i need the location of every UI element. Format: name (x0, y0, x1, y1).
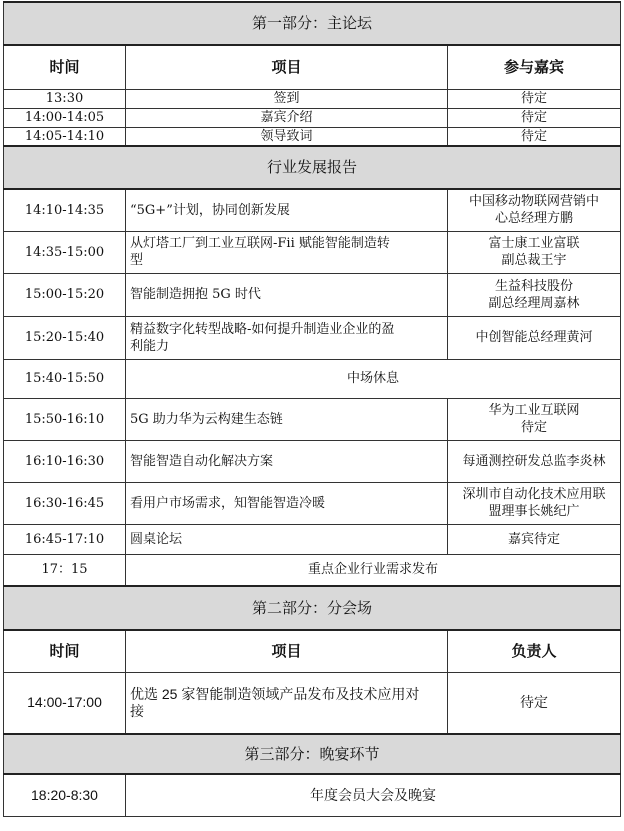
section-sub-venue (4, 586, 621, 630)
time-cell: 14:10-14:35 (4, 189, 126, 231)
guest-cell (448, 398, 621, 440)
guest-line: 华为工业互联网 (488, 403, 580, 418)
table-row (4, 189, 621, 231)
guest-cell (448, 273, 621, 316)
time-cell: 13:30 (4, 89, 126, 108)
time-cell: 14:00-17:00 (4, 672, 126, 734)
section-main-forum (4, 2, 621, 45)
release-label: 重点企业行业需求发布 (126, 554, 621, 586)
owner-cell: 待定 (448, 672, 621, 734)
item-cell (126, 231, 448, 273)
time-cell: 14:05-14:10 (4, 127, 126, 146)
table-row (4, 273, 621, 316)
item-cell (126, 672, 448, 734)
section-industry-report (4, 146, 621, 189)
guest-cell: 待定 (448, 127, 621, 146)
item-cell: 5G 助力华为云构建生态链 (126, 398, 448, 440)
table-row-break (4, 359, 621, 398)
item-cell: 嘉宾介绍 (126, 108, 448, 127)
guest-line: 生益科技股份 (495, 278, 574, 294)
guest-cell: 中创智能总经理黄河 (448, 316, 621, 359)
agenda-table (3, 1, 621, 817)
time-cell: 14:35-15:00 (4, 231, 126, 273)
guest-cell (448, 231, 621, 273)
item-cell (126, 316, 448, 359)
item-line: 接 (130, 702, 144, 719)
table-row (4, 127, 621, 146)
item-line: 利能力 (130, 338, 170, 354)
section-title: 第三部分：晚宴环节 (4, 734, 621, 774)
time-cell: 15:50-16:10 (4, 398, 126, 440)
guest-line: 中国移动物联网营销中 (469, 194, 600, 210)
item-cell: 看用户市场需求，知智能智造冷暖 (126, 482, 448, 524)
section-title: 第二部分：分会场 (4, 586, 621, 630)
item-cell: 智能制造拥抱 5G 时代 (126, 273, 448, 316)
guest-cell: 嘉宾待定 (448, 524, 621, 554)
guest-cell (448, 189, 621, 231)
guest-cell: 待定 (448, 108, 621, 127)
time-cell: 15:00-15:20 (4, 273, 126, 316)
table-row (4, 774, 621, 816)
item-line: 从灯塔工厂到工业互联网-Fii 赋能智能制造转 (130, 236, 390, 251)
item-line: 优选 25 家智能制造领域产品发布及技术应用对 (130, 685, 420, 702)
section-title: 第一部分：主论坛 (4, 2, 621, 45)
item-cell: 签到 (126, 89, 448, 108)
guest-line: 副总经理周嘉林 (488, 295, 580, 311)
time-cell: 15:40-15:50 (4, 359, 126, 398)
time-cell: 15:20-15:40 (4, 316, 126, 359)
item-line: 精益数字化转型战略-如何提升制造业企业的盈 (130, 321, 395, 337)
item-cell: 智能智造自动化解决方案 (126, 440, 448, 482)
guest-line: 富士康工业富联 (488, 236, 580, 251)
guest-line: 副总裁王宇 (501, 253, 567, 268)
header-time: 时间 (4, 630, 126, 672)
section-dinner (4, 734, 621, 774)
table-row-release (4, 554, 621, 586)
guest-cell: 待定 (448, 89, 621, 108)
table-row (4, 316, 621, 359)
guest-line: 盟理事长姚纪广 (488, 504, 580, 519)
header-guest: 参与嘉宾 (448, 45, 621, 89)
time-cell: 16:45-17:10 (4, 524, 126, 554)
time-cell: 16:10-16:30 (4, 440, 126, 482)
item-cell: 圆桌论坛 (126, 524, 448, 554)
guest-line: 心总经理方鹏 (495, 211, 574, 227)
table-row (4, 482, 621, 524)
guest-line: 深圳市自动化技术应用联 (462, 487, 606, 502)
header-row (4, 630, 621, 672)
item-cell: 领导致词 (126, 127, 448, 146)
time-cell: 18:20-8:30 (4, 774, 126, 816)
dinner-label: 年度会员大会及晚宴 (126, 774, 621, 816)
header-time: 时间 (4, 45, 126, 89)
header-item: 项目 (126, 630, 448, 672)
table-row (4, 440, 621, 482)
guest-line: 待定 (521, 420, 548, 435)
table-row (4, 524, 621, 554)
section-title: 行业发展报告 (4, 146, 621, 189)
time-cell: 14:00-14:05 (4, 108, 126, 127)
item-cell: “5G+”计划，协同创新发展 (126, 189, 448, 231)
header-item: 项目 (126, 45, 448, 89)
item-line: 型 (130, 253, 144, 268)
header-row (4, 45, 621, 89)
table-row (4, 231, 621, 273)
table-row (4, 672, 621, 734)
header-owner: 负责人 (448, 630, 621, 672)
guest-cell: 每通测控研发总监李炎林 (448, 440, 621, 482)
time-cell: 17：15 (4, 554, 126, 586)
break-label: 中场休息 (126, 359, 621, 398)
table-row (4, 108, 621, 127)
time-cell: 16:30-16:45 (4, 482, 126, 524)
table-row (4, 89, 621, 108)
guest-cell (448, 482, 621, 524)
table-row (4, 398, 621, 440)
